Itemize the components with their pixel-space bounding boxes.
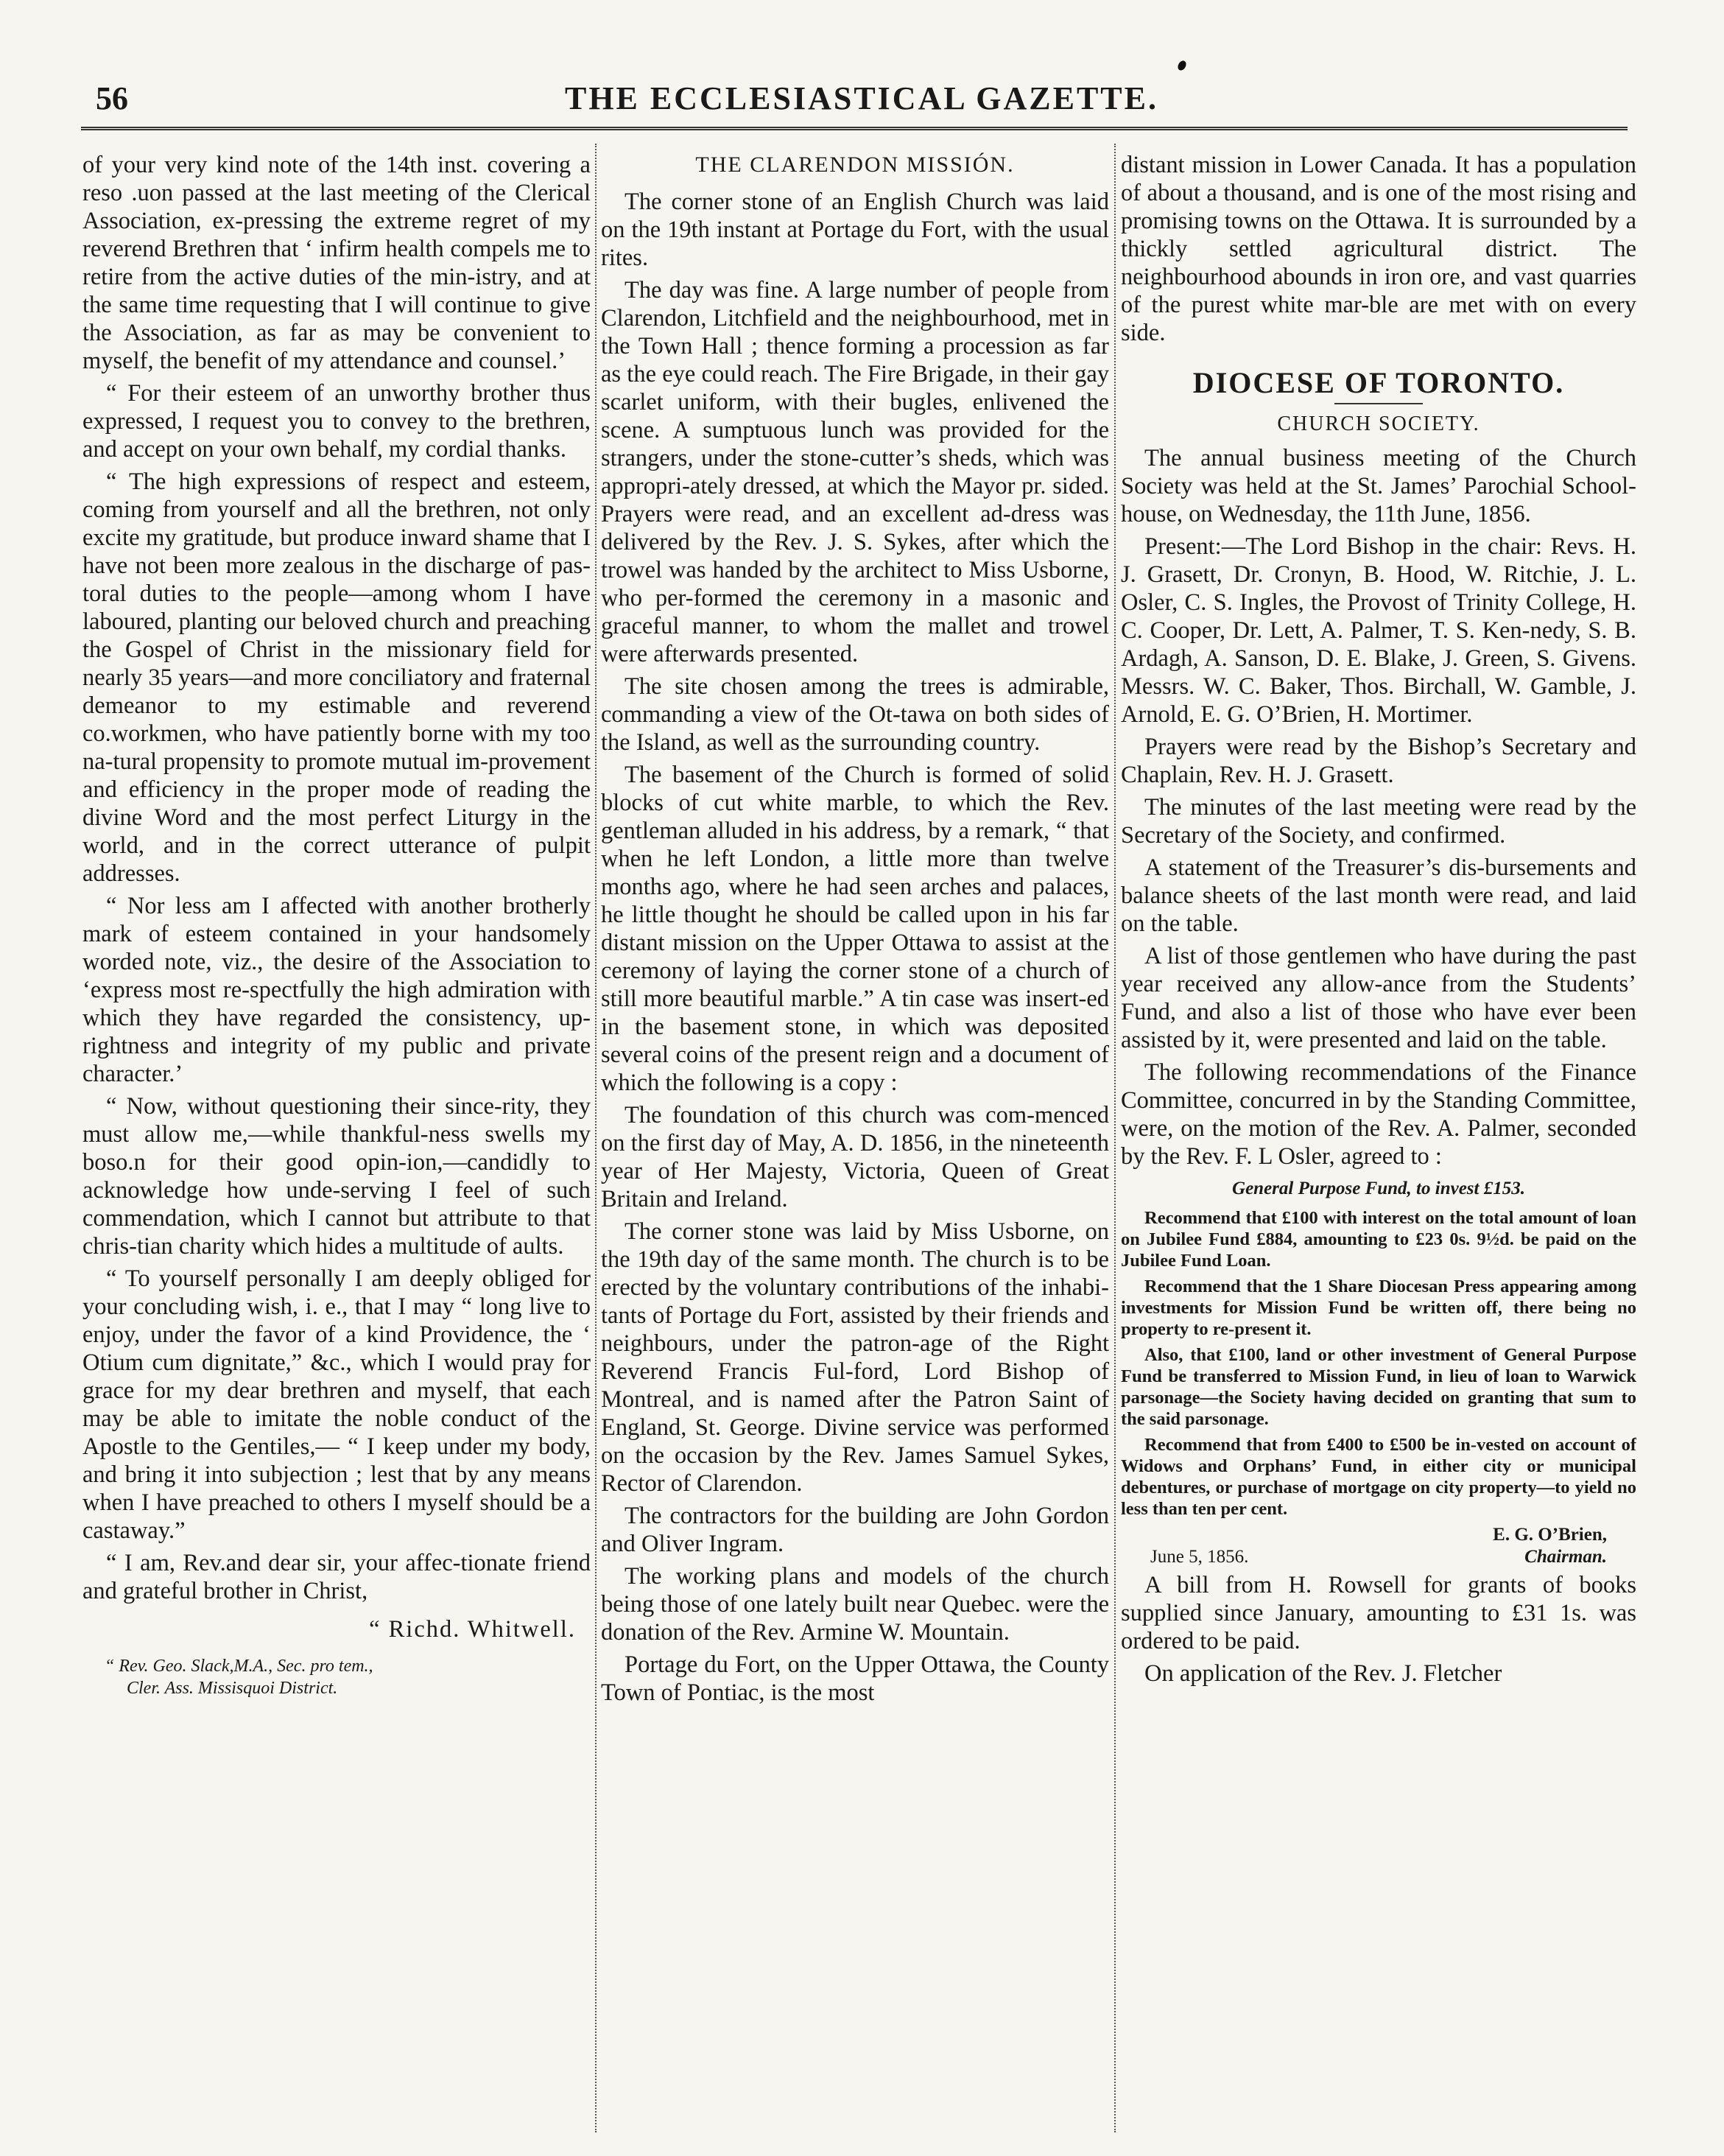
chairman-block xyxy=(1121,1524,1636,1568)
recommendation-4: Recommend that from £400 to £500 be in-vested on account of Widows and Orphans’ Fund, in either city or municipal debentures, or purchase of mortgage on city property—to yield no less than ten per cent. xyxy=(1121,1435,1636,1519)
column-2 xyxy=(601,151,1109,2125)
col3-paragraph-1: The annual business meeting of the Church Society was held at the St. James’ Parochial School-house, on Wednesday, the 11th June, 1856. xyxy=(1121,445,1636,527)
col2-paragraph-9: Portage du Fort, on the Upper Ottawa, the County Town of Pontiac, is the most xyxy=(601,1651,1109,1706)
col1-paragraph-5: “ Now, without questioning their since-rity, they must allow me,—while thankful-ness swells my boso.n for their good opin-ion,—candidly to acknowledge how unde-serving I feel of such commendation, which I cannot but attribute to that chris-tian charity which hides a multitude of aults. xyxy=(82,1093,591,1260)
heading-rule xyxy=(1334,403,1423,404)
col3-paragraph-2: Present:—The Lord Bishop in the chair: Revs. H. J. Grasett, Dr. Cronyn, B. Hood, W. Ritchie, J. L. Osler, C. S. Ingles, the Provost of Trinity College, H. C. Cooper, Dr. Lett, A. Palmer, T. S. Ken-nedy, S. B. Ardagh, A. Sanson, D. E. Blake, J. Green, S. Givens. Messrs. W. C. Baker, Thos. Birchall, W. Gamble, J. Arnold, E. G. O’Brien, H. Mortimer. xyxy=(1121,533,1636,728)
recommendation-2: Recommend that the 1 Share Diocesan Press appearing among investments for Mission Fund be written off, there being no property to re-present it. xyxy=(1121,1277,1636,1339)
heading-diocese: DIOCESE OF TORONTO. xyxy=(1192,366,1565,399)
subheading-church-society: CHURCH SOCIETY. xyxy=(1277,412,1480,435)
col2-paragraph-7: The contractors for the building are John Gordon and Oliver Ingram. xyxy=(601,1503,1109,1557)
col2-paragraph-8: The working plans and models of the church being those of one lately built near Quebec. were the donation of the Rev. Armine W. Mountain. xyxy=(601,1563,1109,1646)
col3-paragraph-5: A statement of the Treasurer’s dis-bursements and balance sheets of the last month were read, and laid on the table. xyxy=(1121,854,1636,937)
chairman-title: Chairman. xyxy=(1524,1547,1607,1567)
recommendation-1: Recommend that £100 with interest on the total amount of loan on Jubilee Fund £884, amounting to £23 0s. 9½d. be paid on the Jubilee Fund Loan. xyxy=(1121,1208,1636,1271)
header-rule xyxy=(81,127,1628,130)
col2-paragraph-3: The site chosen among the trees is admirable, commanding a view of the Ot-tawa on both sides of the Island, as well as the surrounding country. xyxy=(601,673,1109,756)
col1-paragraph-3: “ The high expressions of respect and esteem, coming from yourself and all the brethren, not only excite my gratitude, but produce inward shame that I have not been more zealous in the discharge of pas-toral duties to the people—among whom I have laboured, planting our beloved church and preaching the Gospel of Christ in the missionary field for nearly 35 years—and more conciliatory and fraternal demeanor to my estimable and reverend co.workmen, who have patiently borne with my too na-tural propensity to promote mutual im-provement and efficiency in the proper mode of reading the divine Word and the most perfect Liturgy in the world, and in the correct utterance of pulpit addresses. xyxy=(82,468,591,887)
col2-paragraph-6: The corner stone was laid by Miss Usborne, on the 19th day of the same month. The church is to be erected by the voluntary contributions of the inhabi-tants of Portage du Fort, assisted by their friends and neighbours, under the patron-age of the Right Reverend Francis Ful-ford, Lord Bishop of Montreal, and is named after the Patron Saint of England, St. George. Divine service was performed on the occasion by the Rev. James Samuel Sykes, Rector of Clarendon. xyxy=(601,1218,1109,1497)
col3-closing-1: A bill from H. Rowsell for grants of books supplied since January, amounting to £31 1s. was ordered to be paid. xyxy=(1121,1572,1636,1654)
chairman-date: June 5, 1856. xyxy=(1150,1547,1249,1567)
col3-paragraph-3: Prayers were read by the Bishop’s Secretary and Chaplain, Rev. H. J. Grasett. xyxy=(1121,734,1636,788)
ink-mark xyxy=(1176,59,1188,71)
col3-intro: distant mission in Lower Canada. It has a population of about a thousand, and is one of the most rising and promising towns on the Ottawa. It is surrounded by a thickly settled agricultural district. The neighbourhood abounds in iron ore, and vast quarries of the purest white mar-ble are met with on every side. xyxy=(1121,152,1636,346)
col1-paragraph-1: of your very kind note of the 14th inst. covering a reso .uon passed at the last meeting of the Clerical Association, ex-pressing the extreme regret of my reverend Brethren that ‘ infirm health compels me to retire from the active duties of the min-istry, and at the same time requesting that I will continue to give the Association, as far as may be convenient to myself, the benefit of my attendance and counsel.’ xyxy=(82,152,591,374)
fund-title: General Purpose Fund, to invest £153. xyxy=(1232,1179,1525,1198)
signature: “ Richd. Whitwell. xyxy=(369,1616,576,1643)
col3-paragraph-7: The following recommendations of the Finance Committee, concurred in by the Standing Committee, were, on the motion of the Rev. A. Palmer, seconded by the Rev. F. L Osler, agreed to : xyxy=(1121,1059,1636,1170)
col1-paragraph-6: “ To yourself personally I am deeply obliged for your concluding wish, i. e., that I may “ long live to enjoy, under the favor of a kind Providence, the ‘ Otium cum dignitate,” &c., which I would pray for grace for my dear brethren and myself, that each may be able to imitate the noble conduct of the Apostle to the Gentiles,— “ I keep under my body, and bring it into subjection ; lest that by any means when I have preached to others I myself should be a castaway.” xyxy=(82,1265,591,1544)
col1-paragraph-7: “ I am, Rev.and dear sir, your affec-tionate friend and grateful brother in Christ, xyxy=(82,1550,591,1604)
col3-closing-2: On application of the Rev. J. Fletcher xyxy=(1144,1660,1502,1687)
col1-paragraph-4: “ Nor less am I affected with another brotherly mark of esteem contained in your handsomely worded note, viz., the desire of the Association to ‘express most re-spectfully the high admiration with which they have regarded the consistency, up-rightness and integrity of my public and private character.’ xyxy=(82,893,591,1087)
col1-paragraph-2: “ For their esteem of an unworthy brother thus expressed, I request you to convey to the brethren, and accept on your own behalf, my cordial thanks. xyxy=(82,380,591,463)
col2-paragraph-5: The foundation of this church was com-menced on the first day of May, A. D. 1856, in the nineteenth year of Her Majesty, Victoria, Queen of Great Britain and Ireland. xyxy=(601,1102,1109,1212)
chairman-name: E. G. O’Brien, xyxy=(1493,1525,1607,1545)
column-1 xyxy=(82,151,591,2125)
section-title-clarendon: THE CLARENDON MISSIÓN. xyxy=(695,152,1015,177)
col2-paragraph-2: The day was fine. A large number of people from Clarendon, Litchfield and the neighbourhood, met in the Town Hall ; thence forming a procession as far as the eye could reach. The Fire Brigade, in their gay scarlet uniform, with their bugles, enlivened the scene. A sumptuous lunch was provided for the strangers, under the stone-cutter’s sheds, which was appropri-ately dressed, at which the Mayor pr. sided. Prayers were read, and an excellent ad-dress was delivered by the Rev. J. S. Sykes, after which the trowel was handed by the architect to Miss Usborne, who per-formed the ceremony in a masonic and graceful manner, to whom the mallet and trowel were afterwards presented. xyxy=(601,277,1109,667)
col2-paragraph-1: The corner stone of an English Church was laid on the 19th instant at Portage du Fort, with the usual rites. xyxy=(601,189,1109,271)
col2-paragraph-4: The basement of the Church is formed of solid blocks of cut white marble, to which the Rev. gentleman alluded in his address, by a remark, “ that when he left London, a little more than twelve months ago, where he had seen arches and palaces, he little thought he should be called upon in his far distant mission on the Upper Ottawa to assist at the ceremony of laying the corner stone of a church of still more beautiful marble.” A tin case was insert-ed in the basement stone, in which was deposited several coins of the present reign and a document of which the following is a copy : xyxy=(601,762,1109,1096)
col3-paragraph-4: The minutes of the last meeting were read by the Secretary of the Society, and confirmed. xyxy=(1121,794,1636,849)
column-divider-1 xyxy=(595,144,597,2132)
page-number: 56 xyxy=(96,80,128,116)
running-title: THE ECCLESIASTICAL GAZETTE. xyxy=(564,80,1159,116)
recommendation-3: Also, that £100, land or other investment of General Purpose Fund be transferred to Mission Fund, in lieu of loan to Warwick parsonage—the Society having decided on granting that sum to the said parsonage. xyxy=(1121,1345,1636,1429)
chairman-row xyxy=(1121,1546,1636,1568)
footnote-line-2: Cler. Ass. Missisquoi District. xyxy=(127,1679,338,1698)
col3-paragraph-6: A list of those gentlemen who have during the past year received any allow-ance from the Students’ Fund, and also a list of those who have ever been assisted by it, were presented and laid on the table. xyxy=(1121,943,1636,1053)
page-header xyxy=(96,74,1628,125)
footnote-line-1: “ Rev. Geo. Slack,M.A., Sec. pro tem., xyxy=(105,1657,373,1676)
column-divider-2 xyxy=(1114,144,1116,2132)
column-3 xyxy=(1121,151,1636,2125)
